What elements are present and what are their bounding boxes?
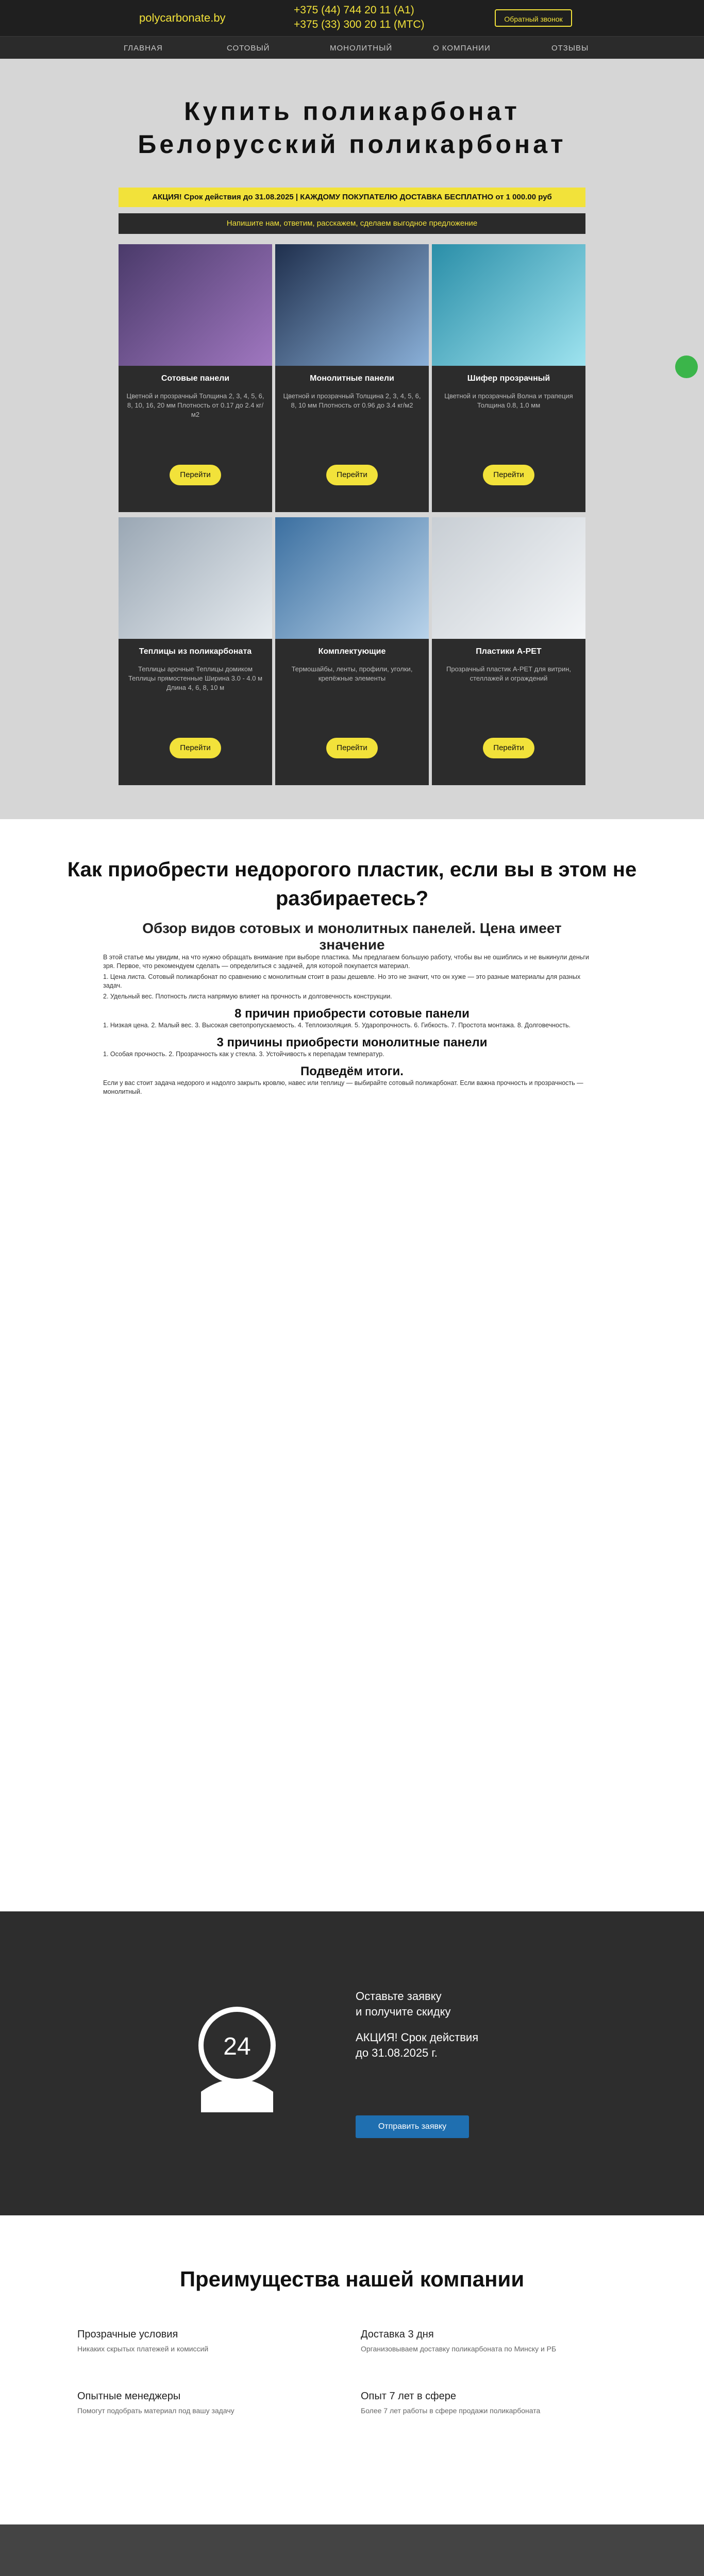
paragraph: 1. Низкая цена. 2. Малый вес. 3. Высокая светопропускаемость. 4. Теплоизоляция. 5. Ударопрочность. 6. Гибкость. 7. Простота монтажа. 8. Долговечность. bbox=[103, 1022, 571, 1029]
product-card bbox=[432, 244, 585, 512]
card-desc: Цветной и прозрачный Толщина 2, 3, 4, 5, 6, 8, 10, 16, 20 мм Плотность от 0.17 до 2.4 кг/м2 bbox=[126, 392, 264, 418]
card-title: Пластики А-PЕТ bbox=[476, 647, 542, 656]
card-button[interactable]: Перейти bbox=[170, 738, 221, 758]
hero-title: Купить поликарбонат Белорусский поликарбонат bbox=[138, 97, 566, 159]
card-desc: Цветной и прозрачный Волна и трапеция Толщина 0.8, 1.0 мм bbox=[444, 392, 573, 409]
sub-promo: Напишите нам, ответим, расскажем, сделаем выгодное предложение bbox=[119, 213, 585, 234]
advantage-item bbox=[77, 2391, 304, 2416]
chat-widget-icon[interactable] bbox=[675, 355, 698, 378]
hero-section bbox=[0, 59, 704, 819]
advantage-title: Прозрачные условия bbox=[77, 2329, 178, 2340]
paragraph: 1. Особая прочность. 2. Прозрачность как у стекла. 3. Устойчивость к перепадам температур. bbox=[103, 1050, 384, 1058]
subheading: 3 причины приобрести монолитные панели bbox=[216, 1036, 488, 1049]
phone-a1[interactable]: +375 (44) 744 20 11 (А1) bbox=[294, 4, 414, 16]
site-logo[interactable]: polycarbonate.by bbox=[139, 11, 226, 24]
product-image bbox=[275, 517, 429, 639]
advantage-desc: Никаких скрытых платежей и комиссий bbox=[77, 2345, 209, 2353]
card-title: Теплицы из поликарбоната bbox=[139, 647, 252, 656]
advantage-title: Доставка 3 дня bbox=[361, 2329, 434, 2340]
card-button[interactable]: Перейти bbox=[483, 738, 534, 758]
callback-button[interactable]: Обратный звонок bbox=[495, 9, 572, 27]
card-button[interactable]: Перейти bbox=[326, 738, 378, 758]
card-title: Комплектующие bbox=[318, 647, 386, 656]
send-request-button[interactable]: Отправить заявку bbox=[356, 2115, 469, 2138]
product-image bbox=[432, 244, 585, 366]
subheading: 8 причин приобрести сотовые панели bbox=[234, 1007, 470, 1021]
product-image bbox=[119, 244, 272, 366]
product-card bbox=[275, 244, 429, 512]
advantage-item bbox=[361, 2391, 588, 2416]
product-card bbox=[275, 517, 429, 785]
card-title: Сотовые панели bbox=[161, 374, 230, 383]
paragraph: 1. Цена листа. Сотовый поликарбонат по сравнению с монолитным стоит в разы дешевле. Но это не значит, что он хуже — это разные материалы для разных задач. bbox=[103, 973, 581, 989]
advantage-item bbox=[361, 2329, 588, 2354]
subheading: Подведём итоги. bbox=[300, 1064, 404, 1078]
promo-callout bbox=[0, 1911, 704, 2215]
advantage-desc: Организовываем доставку поликарбоната по Минску и РБ bbox=[361, 2345, 557, 2353]
nav-reviews[interactable]: ОТЗЫВЫ bbox=[551, 44, 589, 53]
article-section bbox=[0, 819, 704, 1917]
top-bar bbox=[0, 0, 704, 36]
phone-mts[interactable]: +375 (33) 300 20 11 (МТС) bbox=[294, 19, 425, 30]
card-button[interactable]: Перейти bbox=[483, 465, 534, 485]
product-image bbox=[432, 517, 585, 639]
headset-icon bbox=[170, 1989, 304, 2123]
paragraph: 2. Удельный вес. Плотность листа напрямую влияет на прочность и долговечность конструкции. bbox=[103, 993, 392, 1000]
article-body bbox=[103, 953, 601, 1098]
callout-line: до 31.08.2025 г. bbox=[356, 2046, 438, 2059]
nav-monolithic[interactable]: МОНОЛИТНЫЙ bbox=[330, 44, 393, 53]
advantage-desc: Более 7 лет работы в сфере продажи поликарбоната bbox=[361, 2406, 541, 2415]
product-image bbox=[119, 517, 272, 639]
phones bbox=[294, 3, 425, 32]
callout-line: АКЦИЯ! Срок действия bbox=[356, 2031, 479, 2044]
promo-banner: АКЦИЯ! Срок действия до 31.08.2025 | КАЖДОМУ ПОКУПАТЕЛЮ ДОСТАВКА БЕСПЛАТНО от 1 000.00 руб bbox=[119, 188, 585, 207]
callout-line: и получите скидку bbox=[356, 2005, 451, 2018]
card-desc: Теплицы арочные Теплицы домиком Теплицы прямостенные Ширина 3.0 - 4.0 м Длина 4, 6, 8, 10 м bbox=[128, 665, 263, 691]
advantage-item bbox=[77, 2329, 304, 2354]
product-card bbox=[119, 244, 272, 512]
nav-cellular[interactable]: СОТОВЫЙ bbox=[227, 44, 270, 53]
paragraph: В этой статье мы увидим, на что нужно обращать внимание при выборе пластика. Мы предлагаем большую работу, чтобы вы не ошиблись и не выкинули деньги зря. Первое, что рекомендуем сделать — определиться с задачей, для которой покупается материал. bbox=[103, 954, 589, 970]
card-desc: Термошайбы, ленты, профили, уголки, крепёжные элементы bbox=[291, 665, 413, 682]
advantages-title: Преимущества нашей компании bbox=[179, 2267, 525, 2291]
product-image bbox=[275, 244, 429, 366]
certificates-section bbox=[0, 2524, 704, 2576]
nav-about[interactable]: О КОМПАНИИ bbox=[433, 44, 491, 53]
advantage-desc: Помогут подобрать материал под вашу задачу bbox=[77, 2406, 234, 2415]
product-card bbox=[432, 517, 585, 785]
article-title: Как приобрести недорогого пластик, если вы в этом не разбираетесь? bbox=[67, 858, 637, 910]
callout-text bbox=[356, 1989, 572, 2061]
advantages-section bbox=[0, 2215, 704, 2524]
main-nav bbox=[0, 36, 704, 59]
card-button[interactable]: Перейти bbox=[326, 465, 378, 485]
callout-line: Оставьте заявку bbox=[356, 1990, 442, 2003]
product-card bbox=[119, 517, 272, 785]
advantage-title: Опыт 7 лет в сфере bbox=[361, 2391, 457, 2402]
nav-home[interactable]: ГЛАВНАЯ bbox=[124, 44, 163, 53]
advantage-title: Опытные менеджеры bbox=[77, 2391, 181, 2402]
card-desc: Прозрачный пластик А-PЕТ для витрин, стеллажей и ограждений bbox=[446, 665, 571, 682]
svg-text:24: 24 bbox=[223, 2033, 251, 2060]
paragraph: Если у вас стоит задача недорого и надолго закрыть кровлю, навес или теплицу — выбирайте сотовый поликарбонат. Если важна прочность и прозрачность — монолитный. bbox=[103, 1079, 583, 1095]
card-desc: Цветной и прозрачный Толщина 2, 3, 4, 5, 6, 8, 10 мм Плотность от 0.96 до 3.4 кг/м2 bbox=[283, 392, 421, 409]
card-title: Шифер прозрачный bbox=[467, 374, 550, 383]
article-lead: Обзор видов сотовых и монолитных панелей. Цена имеет значение bbox=[142, 920, 562, 953]
card-title: Монолитные панели bbox=[310, 374, 394, 383]
card-button[interactable]: Перейти bbox=[170, 465, 221, 485]
